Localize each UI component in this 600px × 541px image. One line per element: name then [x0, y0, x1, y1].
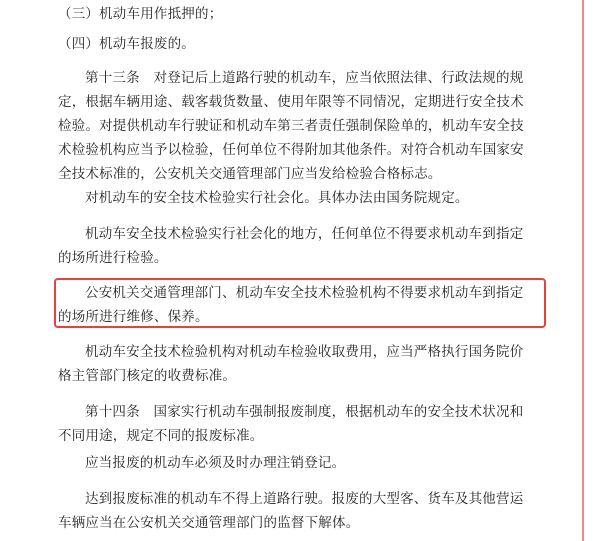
paragraph-item-4: （四）机动车报废的。: [58, 36, 195, 52]
article-14-paragraph: 第十四条 国家实行机动车强制报废制度，根据机动车的安全技术状况和不同用途，规定不同的报废标准。: [58, 404, 524, 444]
scrap-vehicle-paragraph: 达到报废标准的机动车不得上道路行驶。报废的大型客、货车及其他营运车辆应当在公安机关交通管理部门的监督下解体。: [58, 491, 524, 531]
paragraph-item-3: （三）机动车用作抵押的；: [58, 6, 223, 22]
highlighted-paragraph: 公安机关交通管理部门、机动车安全技术检验机构不得要求机动车到指定的场所进行维修、保养。: [58, 285, 524, 325]
inspection-socialization-paragraph: 对机动车的安全技术检验实行社会化。具体办法由国务院规定。: [85, 190, 469, 206]
right-border-line: [582, 0, 584, 541]
article-13-paragraph: 第十三条 对登记后上道路行驶的机动车，应当依照法律、行政法规的规定，根据车辆用途、载客载货数量、使用年限等不同情况，定期进行安全技术检验。对提供机动车行驶证和机动车第三者责任强制保险单的，机动车安全技术检验机构应当予以检验，任何单位不得附加其他条件。对符合机动车国家安全技术标准的，公安机关交通管理部门应当发给检验合格标志。: [58, 70, 524, 182]
fee-standard-paragraph: 机动车安全技术检验机构对机动车检验收取费用，应当严格执行国务院价格主管部门核定的收费标准。: [58, 344, 524, 384]
deregistration-paragraph: 应当报废的机动车必须及时办理注销登记。: [85, 455, 346, 471]
inspection-location-paragraph: 机动车安全技术检验实行社会化的地方，任何单位不得要求机动车到指定的场所进行检验。: [58, 226, 524, 266]
